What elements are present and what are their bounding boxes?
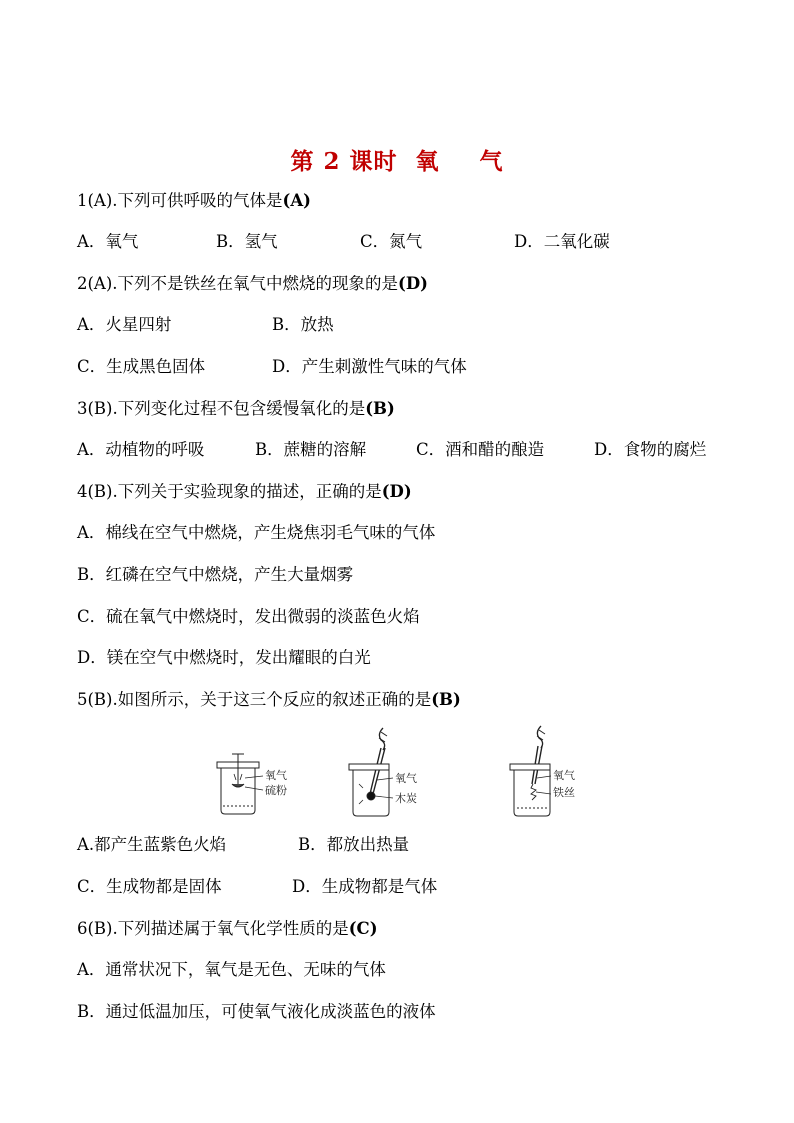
- page-title: [0, 143, 794, 176]
- jar3-gas-label: 氧气: [553, 769, 575, 782]
- q4-option-c: C．硫在氧气中燃烧时，发出微弱的淡蓝色火焰: [77, 607, 420, 626]
- q4-option-a: A．棉线在空气中燃烧，产生烧焦羽毛气味的气体: [77, 523, 436, 542]
- q3-option-c: C．酒和醋的酿造: [416, 440, 545, 459]
- q3-option-b: B．蔗糖的溶解: [255, 440, 367, 459]
- q6-option-b: B．通过低温加压，可使氧气液化成淡蓝色的液体: [77, 1002, 436, 1021]
- q2-option-a: A．火星四射: [77, 315, 172, 334]
- question-5-stem: 5(B).如图所示，关于这三个反应的叙述正确的是(B): [77, 690, 461, 709]
- q3-option-a: A．动植物的呼吸: [77, 440, 205, 459]
- q6-option-a: A．通常状况下，氧气是无色、无味的气体: [77, 960, 386, 979]
- q5-option-c: C．生成物都是固体: [77, 877, 222, 896]
- question-1-answer: (A): [282, 191, 311, 210]
- title-word-2: 气: [479, 148, 504, 175]
- q2-option-b: B．放热: [272, 315, 334, 334]
- question-6-answer: (C): [348, 919, 378, 938]
- title-word-1: 氧: [415, 148, 440, 175]
- title-lesson: 第 2 课时: [290, 148, 398, 175]
- q1-option-b: B．氢气: [216, 232, 278, 251]
- question-6-stem: 6(B).下列描述属于氧气化学性质的是(C): [77, 919, 378, 938]
- question-2-stem: 2(A).下列不是铁丝在氧气中燃烧的现象的是(D): [77, 274, 428, 293]
- question-4-answer: (D): [381, 482, 412, 501]
- combustion-experiments-figure: [205, 724, 595, 824]
- q5-option-a: A.都产生蓝紫色火焰: [77, 835, 227, 854]
- q2-option-d: D．产生刺激性气味的气体: [272, 357, 467, 376]
- question-4-stem: 4(B).下列关于实验现象的描述，正确的是(D): [77, 482, 412, 501]
- q2-option-c: C．生成黑色固体: [77, 357, 206, 376]
- jar1-substance-label: 硫粉: [265, 784, 287, 797]
- question-3-answer: (B): [365, 399, 395, 418]
- jar-sulfur: [217, 754, 263, 814]
- jar2-gas-label: 氧气: [395, 772, 417, 785]
- question-1-stem: 1(A).下列可供呼吸的气体是(A): [77, 191, 311, 210]
- q1-option-a: A．氧气: [77, 232, 139, 251]
- jar-iron-wire: [510, 726, 551, 816]
- question-5-answer: (B): [431, 690, 461, 709]
- q4-option-b: B．红磷在空气中燃烧，产生大量烟雾: [77, 565, 354, 584]
- jar2-substance-label: 木炭: [395, 792, 417, 805]
- q1-option-d: D．二氧化碳: [514, 232, 610, 251]
- jar1-gas-label: 氧气: [265, 769, 287, 782]
- jar-charcoal: [349, 728, 393, 816]
- question-3-stem: 3(B).下列变化过程不包含缓慢氧化的是(B): [77, 399, 395, 418]
- question-2-answer: (D): [398, 274, 428, 293]
- q5-option-d: D．生成物都是气体: [292, 877, 438, 896]
- q4-option-d: D．镁在空气中燃烧时，发出耀眼的白光: [77, 648, 371, 667]
- q3-option-d: D．食物的腐烂: [594, 440, 707, 459]
- q1-option-c: C．氮气: [360, 232, 423, 251]
- q5-option-b: B．都放出热量: [298, 835, 410, 854]
- jar3-substance-label: 铁丝: [553, 786, 575, 799]
